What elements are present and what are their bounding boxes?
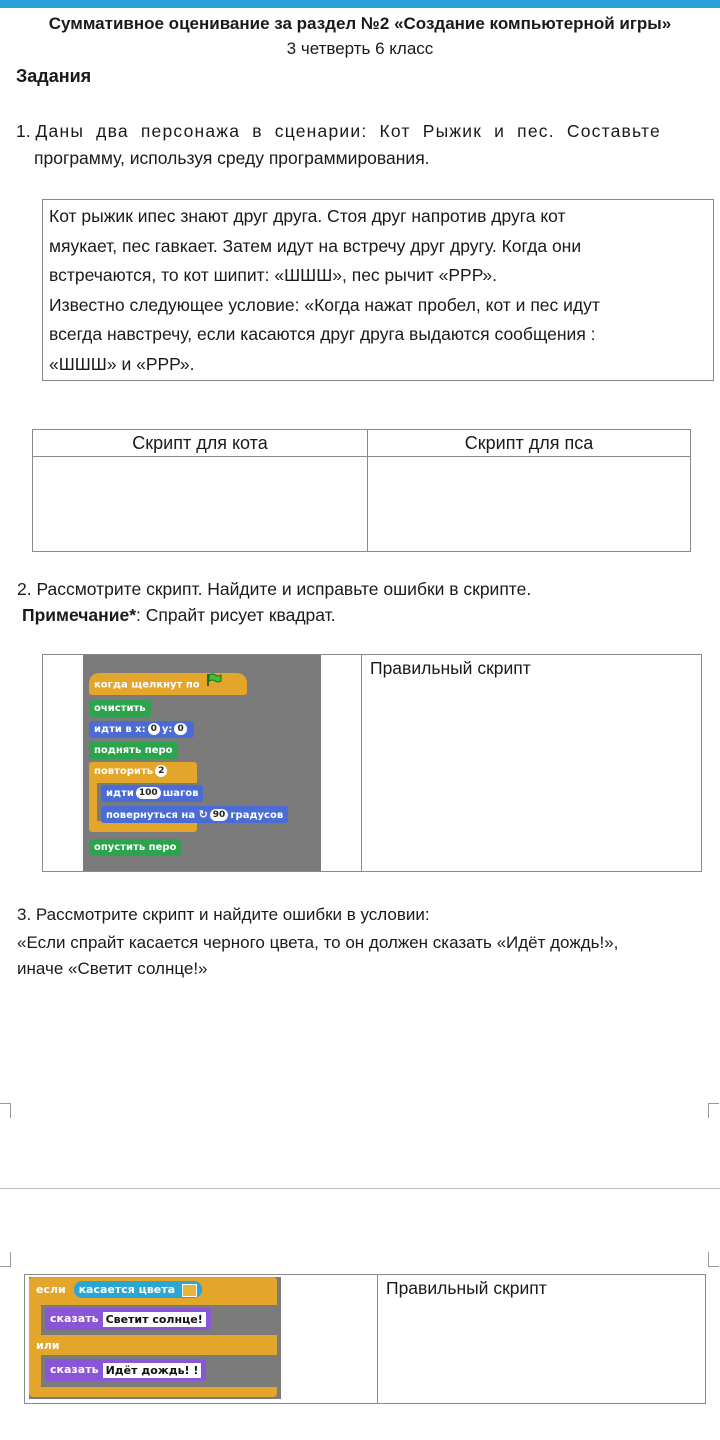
rotate-right-icon: ↻ xyxy=(198,808,208,821)
page-corner-mark xyxy=(708,1103,719,1118)
y-label: y: xyxy=(161,724,173,735)
repeat-label xyxy=(89,763,174,780)
task2-table xyxy=(42,654,702,872)
say2-label: сказать xyxy=(50,1363,99,1376)
touching-color-block xyxy=(74,1281,202,1298)
cat-script-cell[interactable] xyxy=(33,457,368,552)
note-label: Примечание* xyxy=(22,605,137,625)
task1-number: 1. xyxy=(16,121,31,141)
document-title: Суммативное оценивание за раздел №2 «Создание компьютерной игры» xyxy=(48,14,672,33)
document-subtitle: 3 четверть 6 класс xyxy=(286,39,434,58)
x-value: 0 xyxy=(148,723,160,735)
scenario-line: Кот рыжик ипес знают друг друга. Стоя друг напротив друга кот xyxy=(49,206,566,226)
turn-value: 90 xyxy=(210,809,229,821)
turn-block xyxy=(101,806,288,823)
goto-label: идти в x: xyxy=(94,724,146,735)
task1-scenario-box xyxy=(42,199,714,381)
task3-text: 3. Рассмотрите скрипт и найдите ошибки в условии: xyxy=(17,905,430,924)
when-flag-block xyxy=(89,673,247,695)
y-value: 0 xyxy=(174,723,186,735)
column-header-dog: Скрипт для пса xyxy=(368,430,691,457)
if-label: если xyxy=(36,1283,66,1296)
scenario-line: встречаются, то кот шипит: «ШШШ», пес рычит «РРР». xyxy=(49,265,497,285)
task2-note xyxy=(22,602,336,629)
task1-line2: программу, используя среду программирования. xyxy=(34,148,430,168)
say-sun-block xyxy=(45,1308,211,1330)
pen-up-block: поднять перо xyxy=(89,742,178,759)
degrees-label: градусов xyxy=(230,810,284,821)
task3-quote-line1: «Если спрайт касается черного цвета, то он должен сказать «Идёт дождь!», xyxy=(17,933,619,952)
else-label: или xyxy=(36,1339,60,1352)
dog-script-cell[interactable] xyxy=(368,457,691,552)
repeat-value: 2 xyxy=(155,765,167,777)
steps-label: шагов xyxy=(162,788,199,799)
scenario-line: всегда навстречу, если касаются друг друга выдаются сообщения : xyxy=(49,324,596,344)
correct-script-cell-3[interactable] xyxy=(387,1305,703,1401)
page-break-line xyxy=(0,1188,720,1189)
move-block xyxy=(101,785,203,802)
say1-label: сказать xyxy=(50,1312,99,1325)
task2-text: 2. Рассмотрите скрипт. Найдите и исправьте ошибки в скрипте. xyxy=(17,579,532,599)
page-corner-mark xyxy=(708,1252,719,1267)
task1-script-table xyxy=(32,429,691,552)
page-corner-mark xyxy=(0,1103,11,1118)
say1-value: Светит солнце! xyxy=(103,1312,206,1327)
column-header-cat: Скрипт для кота xyxy=(33,430,368,457)
pen-down-block: опустить перо xyxy=(89,839,181,856)
scratch-if-image xyxy=(29,1277,281,1399)
scratch-script-image xyxy=(83,655,321,871)
section-heading: Задания xyxy=(16,66,92,86)
scenario-line: «ШШШ» и «РРР». xyxy=(49,353,195,374)
table-divider xyxy=(377,1275,378,1403)
touching-label: касается цвета xyxy=(78,1283,176,1296)
turn-label: повернуться на xyxy=(106,810,196,821)
correct-script-header-3: Правильный скрипт xyxy=(386,1278,547,1298)
correct-script-cell[interactable] xyxy=(371,685,699,869)
note-text: : Спрайт рисует квадрат. xyxy=(136,605,336,625)
color-swatch xyxy=(182,1284,197,1297)
task3-quote-line2: иначе «Светит солнце!» xyxy=(17,959,208,978)
say-rain-block xyxy=(45,1359,206,1381)
repeat-text: повторить xyxy=(94,766,154,777)
scenario-text xyxy=(49,202,707,379)
scenario-line: мяукает, пес гавкает. Затем идут на встречу друг другу. Когда они xyxy=(49,235,582,256)
goto-block xyxy=(89,721,194,738)
move-value: 100 xyxy=(136,787,161,799)
correct-script-header: Правильный скрипт xyxy=(370,658,531,678)
scenario-line: Известно следующее условие: «Когда нажат пробел, кот и пес идут xyxy=(49,294,600,315)
top-accent-bar xyxy=(0,0,720,8)
say2-value: Идёт дождь! ! xyxy=(103,1363,202,1378)
if-row xyxy=(31,1281,207,1298)
task3-table xyxy=(24,1274,706,1404)
table-divider xyxy=(361,655,362,871)
task1-text xyxy=(16,118,716,145)
move-label: идти xyxy=(106,788,134,799)
page-corner-mark xyxy=(0,1252,11,1267)
task1-line1: Даны два персонажа в сценарии: Кот Рыжик и пес. Составьте xyxy=(35,121,661,141)
when-flag-label: когда щелкнут по xyxy=(94,679,200,691)
clear-block: очистить xyxy=(89,700,151,717)
green-flag-icon xyxy=(206,673,222,696)
